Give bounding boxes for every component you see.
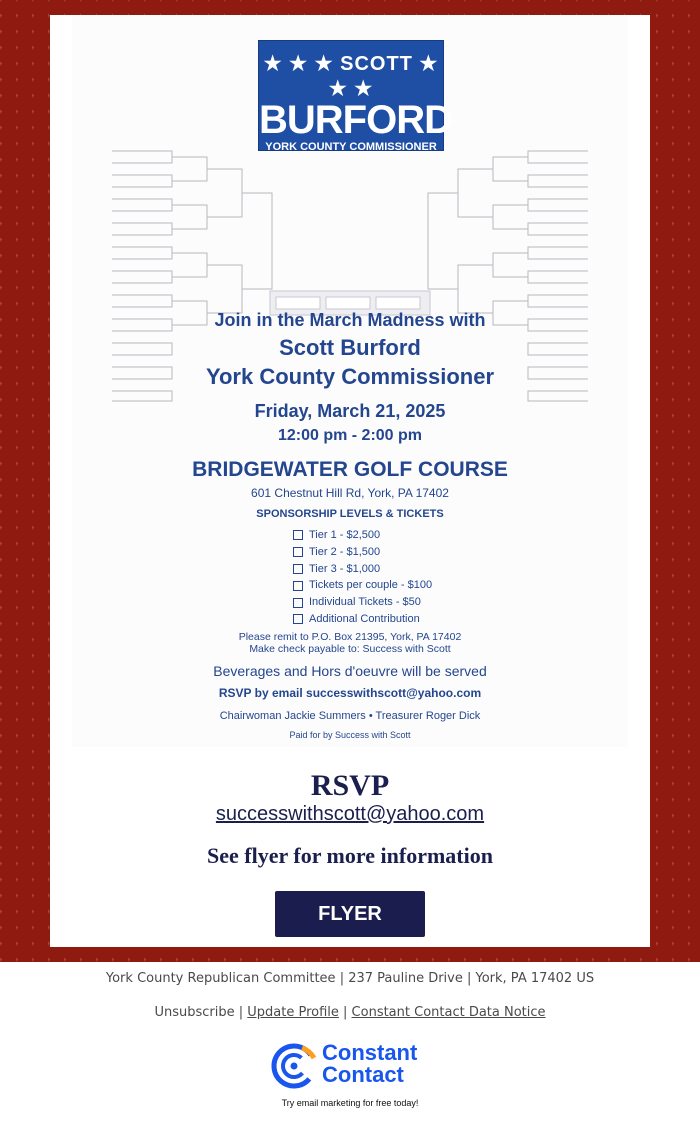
tier-item bbox=[293, 594, 432, 611]
checkbox-icon bbox=[293, 547, 303, 557]
constant-contact-wordmark[interactable] bbox=[322, 1042, 417, 1086]
email-content-card bbox=[50, 15, 650, 947]
brand-line-1: Constant bbox=[322, 1040, 418, 1065]
data-notice-link[interactable]: Constant Contact Data Notice bbox=[351, 1005, 546, 1020]
flyer-headline: Join in the March Madness with bbox=[214, 310, 486, 330]
flyer-beverages: Beverages and Hors d'oeuvre will be served bbox=[213, 663, 487, 679]
payable-line: Make check payable to: Success with Scott bbox=[249, 643, 451, 655]
tier-label: Individual Tickets - $50 bbox=[309, 596, 421, 609]
rsvp-email-link[interactable]: successwithscott@yahoo.com bbox=[215, 803, 485, 825]
tier-label: Additional Contribution bbox=[309, 612, 420, 625]
candidate-logo bbox=[258, 40, 452, 153]
flyer-time: 12:00 pm - 2:00 pm bbox=[277, 427, 423, 444]
logo-subtitle: YORK COUNTY COMMISSIONER bbox=[265, 141, 437, 153]
flyer-sponsorship-heading: SPONSORSHIP LEVELS & TICKETS bbox=[256, 508, 444, 520]
event-flyer-image[interactable] bbox=[72, 15, 628, 747]
tier-label: Tier 3 - $1,000 bbox=[309, 562, 381, 575]
remit-line: Please remit to P.O. Box 21395, York, PA 17402 bbox=[238, 631, 462, 643]
flyer-paid-for: Paid for by Success with Scott bbox=[289, 730, 411, 740]
checkbox-icon bbox=[293, 581, 303, 591]
rsvp-heading: RSVP bbox=[310, 769, 390, 802]
unsubscribe-link[interactable]: Unsubscribe bbox=[154, 1005, 235, 1020]
flyer-candidate-name: Scott Burford bbox=[279, 335, 421, 360]
brand-line-2: Contact bbox=[322, 1062, 404, 1087]
constant-contact-tagline[interactable]: Try email marketing for free today! bbox=[281, 1098, 419, 1108]
checkbox-icon bbox=[293, 564, 303, 574]
checkbox-icon bbox=[293, 530, 303, 540]
logo-top-text: ★ ★ ★ SCOTT ★ ★ ★ bbox=[263, 53, 439, 100]
footer-address: York County Republican Committee | 237 Pauline Drive | York, PA 17402 US bbox=[105, 971, 595, 986]
flyer-candidate-title: York County Commissioner bbox=[205, 364, 495, 389]
checkbox-icon bbox=[293, 598, 303, 608]
tier-item bbox=[293, 577, 432, 594]
flyer-officers: Chairwoman Jackie Summers • Treasurer Roger Dick bbox=[219, 710, 481, 722]
flyer-date: Friday, March 21, 2025 bbox=[254, 401, 446, 421]
flyer-button[interactable]: FLYER bbox=[275, 891, 425, 937]
tier-item bbox=[293, 611, 432, 628]
update-profile-link[interactable]: Update Profile bbox=[247, 1005, 339, 1020]
flyer-venue: BRIDGEWATER GOLF COURSE bbox=[192, 458, 508, 481]
tier-label: Tickets per couple - $100 bbox=[309, 579, 433, 592]
see-flyer-text: See flyer for more information bbox=[207, 843, 493, 868]
tier-item bbox=[293, 527, 432, 544]
tier-item bbox=[293, 544, 432, 561]
tier-label: Tier 1 - $2,500 bbox=[309, 529, 381, 541]
flyer-remit-info bbox=[72, 631, 628, 655]
flyer-rsvp-line: RSVP by email successwithscott@yahoo.com bbox=[218, 686, 482, 700]
checkbox-icon bbox=[293, 614, 303, 624]
tier-item bbox=[293, 561, 432, 578]
logo-name: BURFORD bbox=[259, 98, 452, 142]
sponsorship-tier-list bbox=[293, 527, 432, 628]
footer-links: Unsubscribe | Update Profile | Constant Contact Data Notice bbox=[154, 1005, 546, 1020]
tier-label: Tier 2 - $1,500 bbox=[309, 545, 381, 558]
flyer-address: 601 Chestnut Hill Rd, York, PA 17402 bbox=[251, 486, 449, 500]
